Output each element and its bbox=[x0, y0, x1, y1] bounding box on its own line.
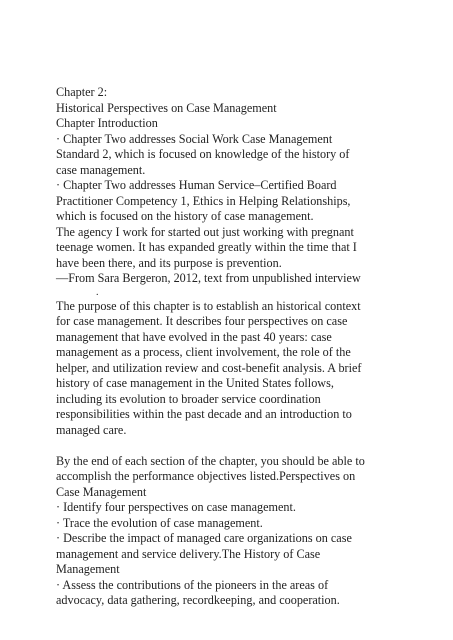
text-line: case management. bbox=[56, 162, 146, 177]
text-line: which is focused on the history of case management. bbox=[56, 209, 314, 223]
text-line: By the end of each section of the chapter, you should be able to bbox=[56, 453, 365, 468]
text-line: management and service delivery.The History of Case bbox=[56, 546, 321, 561]
text-line: Practitioner Competency 1, Ethics in Helping Relationships, bbox=[56, 193, 351, 208]
text-line: · Chapter Two addresses Social Work Case Management bbox=[56, 131, 333, 146]
text-line: responsibilities within the past decade and an introduction to bbox=[56, 407, 352, 421]
text-line: · Chapter Two addresses Human Service–Certified Board bbox=[56, 178, 337, 192]
text-line: history of case management in the United States follows, bbox=[56, 376, 334, 390]
text-line: The purpose of this chapter is to establish an historical context bbox=[56, 298, 361, 313]
section-heading: Chapter Introduction bbox=[56, 116, 158, 130]
text-line: advocacy, data gathering, recordkeeping, and cooperation. bbox=[56, 593, 340, 607]
text-line: · Describe the impact of managed care organizations on case bbox=[56, 531, 352, 545]
paragraph-gap bbox=[56, 438, 401, 454]
text-line: managed care. bbox=[56, 422, 127, 437]
quote-line: teenage women. It has expanded greatly within the time that I bbox=[56, 240, 357, 254]
text-line: · Trace the evolution of case management. bbox=[56, 515, 263, 530]
text-line: accomplish the performance objectives listed.Perspectives on bbox=[56, 469, 356, 483]
text-line: · Assess the contributions of the pioneers in the areas of bbox=[56, 577, 329, 592]
quote-line: have been there, and its purpose is prevention. bbox=[56, 255, 282, 270]
text-line: including its evolution to broader service coordination bbox=[56, 391, 321, 406]
chapter-title: Historical Perspectives on Case Management bbox=[56, 100, 277, 115]
text-line: helper, and utilization review and cost-benefit analysis. A brief bbox=[56, 360, 362, 375]
stray-dot: . bbox=[96, 286, 99, 298]
text-line: Standard 2, which is focused on knowledge of the history of bbox=[56, 147, 350, 161]
quote-attribution: —From Sara Bergeron, 2012, text from unpublished interview bbox=[56, 271, 361, 285]
quote-line: The agency I work for started out just working with pregnant bbox=[56, 224, 354, 239]
text-line: Case Management bbox=[56, 484, 147, 499]
document-body bbox=[56, 85, 401, 609]
text-line: Management bbox=[56, 562, 120, 576]
chapter-number: Chapter 2: bbox=[56, 85, 108, 99]
text-line: management as a process, client involvement, the role of the bbox=[56, 345, 351, 359]
text-line: · Identify four perspectives on case management. bbox=[56, 500, 296, 514]
text-line: management that have evolved in the past 40 years: case bbox=[56, 329, 332, 344]
text-line: for case management. It describes four perspectives on case bbox=[56, 314, 348, 328]
